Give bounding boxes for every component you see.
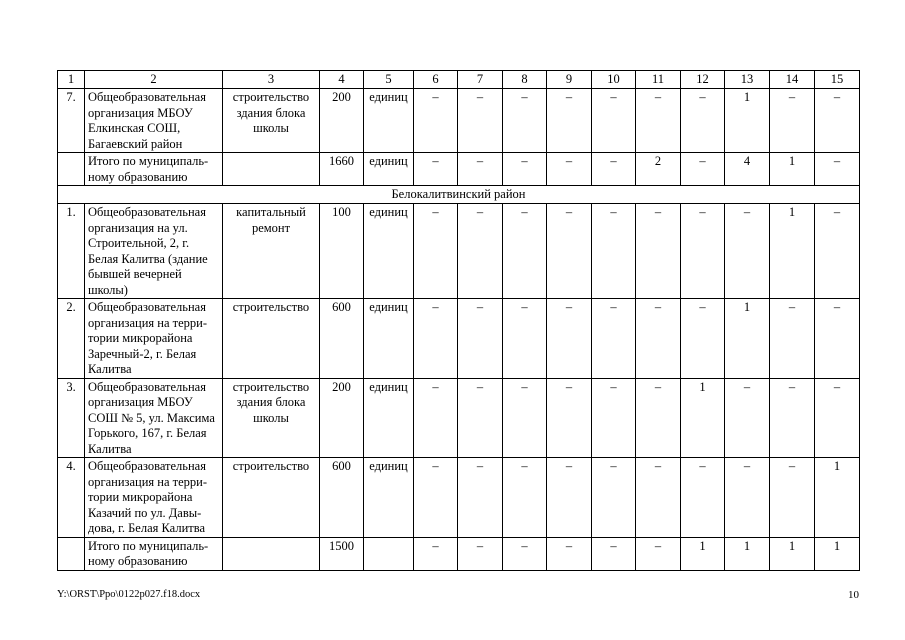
- year-value: –: [592, 204, 636, 299]
- year-value: –: [458, 378, 503, 458]
- column-header: 3: [223, 71, 320, 89]
- year-value: –: [636, 458, 681, 538]
- year-value: –: [414, 153, 458, 186]
- year-value: 1: [725, 299, 770, 379]
- year-value: 1: [770, 204, 815, 299]
- column-header: 6: [414, 71, 458, 89]
- capacity: 200: [320, 378, 364, 458]
- year-value: –: [414, 378, 458, 458]
- total-row: [58, 537, 860, 570]
- year-value: –: [681, 299, 725, 379]
- column-header: 4: [320, 71, 364, 89]
- year-value: –: [503, 89, 547, 153]
- year-value: –: [547, 458, 592, 538]
- column-header: 9: [547, 71, 592, 89]
- year-value: –: [547, 299, 592, 379]
- year-value: –: [725, 204, 770, 299]
- district-name: Белокалитвинский район: [58, 186, 860, 204]
- year-value: –: [458, 299, 503, 379]
- column-header: 11: [636, 71, 681, 89]
- column-header: 14: [770, 71, 815, 89]
- year-value: –: [458, 153, 503, 186]
- year-value: –: [815, 378, 860, 458]
- work-type: [223, 153, 320, 186]
- column-header: 10: [592, 71, 636, 89]
- year-value: –: [636, 378, 681, 458]
- organization-name: Итого по муниципаль-ному образованию: [85, 537, 223, 570]
- year-value: –: [547, 204, 592, 299]
- capacity: 600: [320, 458, 364, 538]
- year-value: –: [458, 537, 503, 570]
- organization-name: Общеобразовательная организация на терри-тории микрорайона Казачий по ул. Давы-дова, г. Белая Калитва: [85, 458, 223, 538]
- year-value: 1: [770, 537, 815, 570]
- work-type: строительство здания блока школы: [223, 378, 320, 458]
- year-value: –: [547, 537, 592, 570]
- column-header: 15: [815, 71, 860, 89]
- table-row: [58, 89, 860, 153]
- year-value: –: [503, 378, 547, 458]
- year-value: –: [458, 89, 503, 153]
- organization-name: Общеобразовательная организация на терри-тории микрорайона Заречный-2, г. Белая Калитва: [85, 299, 223, 379]
- unit: единиц: [364, 299, 414, 379]
- organization-name: Итого по муниципаль-ному образованию: [85, 153, 223, 186]
- total-row: [58, 153, 860, 186]
- column-header: 12: [681, 71, 725, 89]
- year-value: –: [414, 537, 458, 570]
- row-number: 3.: [58, 378, 85, 458]
- column-header: 1: [58, 71, 85, 89]
- year-value: –: [503, 299, 547, 379]
- year-value: 1: [725, 537, 770, 570]
- year-value: 1: [815, 537, 860, 570]
- year-value: 1: [681, 537, 725, 570]
- year-value: 1: [725, 89, 770, 153]
- table-row: [58, 458, 860, 538]
- capacity: 600: [320, 299, 364, 379]
- year-value: 4: [725, 153, 770, 186]
- work-type: строительство: [223, 299, 320, 379]
- work-type: капитальный ремонт: [223, 204, 320, 299]
- unit: единиц: [364, 204, 414, 299]
- district-row: [58, 186, 860, 204]
- year-value: –: [592, 537, 636, 570]
- year-value: –: [770, 299, 815, 379]
- year-value: –: [592, 153, 636, 186]
- row-number: 1.: [58, 204, 85, 299]
- unit: [364, 537, 414, 570]
- column-header: 7: [458, 71, 503, 89]
- work-type: строительство здания блока школы: [223, 89, 320, 153]
- page-number: 10: [848, 589, 859, 601]
- work-type: [223, 537, 320, 570]
- capacity: 1660: [320, 153, 364, 186]
- year-value: –: [414, 458, 458, 538]
- capacity: 1500: [320, 537, 364, 570]
- year-value: –: [770, 378, 815, 458]
- year-value: 1: [681, 378, 725, 458]
- year-value: –: [503, 153, 547, 186]
- year-value: –: [681, 204, 725, 299]
- year-value: –: [815, 299, 860, 379]
- capacity: 200: [320, 89, 364, 153]
- year-value: –: [636, 204, 681, 299]
- year-value: –: [636, 299, 681, 379]
- data-table: [57, 70, 860, 571]
- year-value: 1: [815, 458, 860, 538]
- year-value: –: [815, 204, 860, 299]
- unit: единиц: [364, 89, 414, 153]
- unit: единиц: [364, 153, 414, 186]
- year-value: 2: [636, 153, 681, 186]
- year-value: –: [725, 378, 770, 458]
- table-row: [58, 299, 860, 379]
- row-number: [58, 537, 85, 570]
- year-value: –: [458, 204, 503, 299]
- file-path: Y:\ORST\Ppo\0122p027.f18.docx: [57, 589, 201, 600]
- year-value: –: [681, 89, 725, 153]
- year-value: –: [414, 299, 458, 379]
- year-value: –: [547, 153, 592, 186]
- year-value: –: [770, 458, 815, 538]
- row-number: 7.: [58, 89, 85, 153]
- year-value: –: [592, 458, 636, 538]
- year-value: 1: [770, 153, 815, 186]
- year-value: –: [815, 153, 860, 186]
- unit: единиц: [364, 378, 414, 458]
- year-value: –: [725, 458, 770, 538]
- year-value: –: [770, 89, 815, 153]
- year-value: –: [592, 299, 636, 379]
- year-value: –: [414, 204, 458, 299]
- year-value: –: [503, 458, 547, 538]
- year-value: –: [681, 458, 725, 538]
- year-value: –: [414, 89, 458, 153]
- year-value: –: [547, 378, 592, 458]
- table-row: [58, 378, 860, 458]
- organization-name: Общеобразовательная организация МБОУ СОШ № 5, ул. Максима Горького, 167, г. Белая Калитва: [85, 378, 223, 458]
- column-header: 13: [725, 71, 770, 89]
- year-value: –: [503, 537, 547, 570]
- year-value: –: [681, 153, 725, 186]
- work-type: строительство: [223, 458, 320, 538]
- capacity: 100: [320, 204, 364, 299]
- year-value: –: [815, 89, 860, 153]
- year-value: –: [636, 537, 681, 570]
- organization-name: Общеобразовательная организация МБОУ Елкинская СОШ, Багаевский район: [85, 89, 223, 153]
- row-number: 2.: [58, 299, 85, 379]
- year-value: –: [592, 378, 636, 458]
- year-value: –: [592, 89, 636, 153]
- year-value: –: [547, 89, 592, 153]
- column-header: 2: [85, 71, 223, 89]
- row-number: [58, 153, 85, 186]
- year-value: –: [636, 89, 681, 153]
- column-header: 5: [364, 71, 414, 89]
- header-row: [58, 71, 860, 89]
- organization-name: Общеобразовательная организация на ул. Строительной, 2, г. Белая Калитва (здание бывшей вечерней школы): [85, 204, 223, 299]
- column-header: 8: [503, 71, 547, 89]
- unit: единиц: [364, 458, 414, 538]
- table-row: [58, 204, 860, 299]
- year-value: –: [503, 204, 547, 299]
- year-value: –: [458, 458, 503, 538]
- row-number: 4.: [58, 458, 85, 538]
